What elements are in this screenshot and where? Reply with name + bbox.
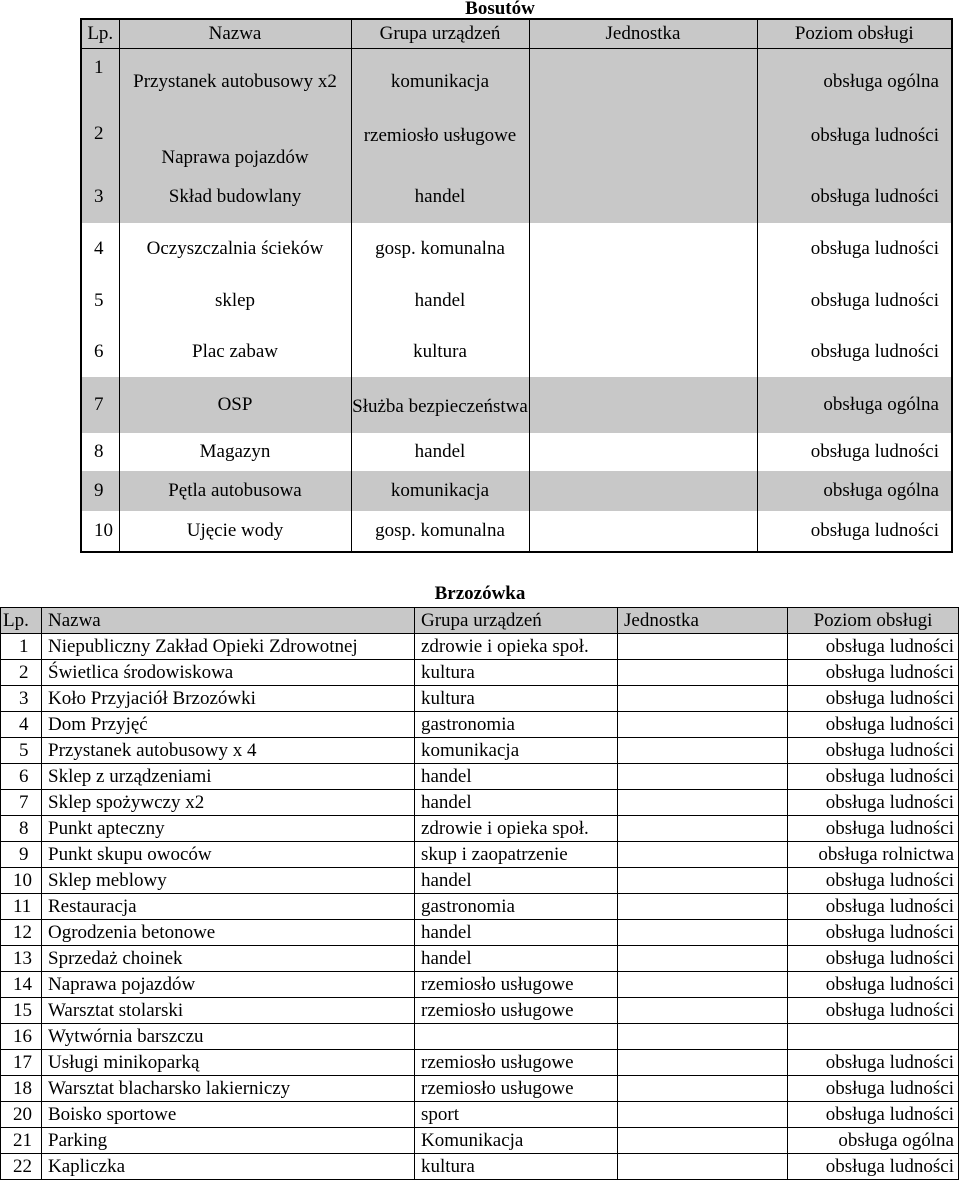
table-row <box>1 790 959 816</box>
table-row <box>1 1128 959 1154</box>
group-cell: rzemiosło usługowe <box>415 972 618 998</box>
group-cell: gosp. komunalna <box>351 223 529 275</box>
lp-cell: 12 <box>1 920 42 946</box>
lp-cell: 21 <box>1 1128 42 1154</box>
lp-cell: 10 <box>81 511 119 552</box>
level-cell: obsługa ogólna <box>757 49 952 116</box>
lp-cell: 5 <box>81 275 119 327</box>
group-cell: kultura <box>415 660 618 686</box>
lp-cell: 22 <box>1 1154 42 1180</box>
group-cell: sport <box>415 1102 618 1128</box>
group-cell: handel <box>415 790 618 816</box>
unit-cell <box>529 377 757 433</box>
name-cell: Pętla autobusowa <box>119 471 351 511</box>
unit-cell <box>618 660 788 686</box>
table-row <box>81 327 952 377</box>
table-row <box>81 511 952 552</box>
level-cell: obsługa ludności <box>788 712 959 738</box>
name-cell: Naprawa pojazdów <box>119 115 351 171</box>
unit-cell <box>618 764 788 790</box>
group-cell: handel <box>415 764 618 790</box>
level-cell: obsługa ludności <box>788 816 959 842</box>
lp-cell: 4 <box>81 223 119 275</box>
lp-cell: 7 <box>1 790 42 816</box>
table-row <box>1 1076 959 1102</box>
lp-cell: 3 <box>1 686 42 712</box>
group-cell: skup i zaopatrzenie <box>415 842 618 868</box>
level-cell: obsługa ludności <box>757 511 952 552</box>
header-lp-cell: Lp. <box>81 19 119 49</box>
group-cell: Służba bezpieczeństwa <box>351 377 529 433</box>
table-row <box>1 946 959 972</box>
lp-cell: 1 <box>1 634 42 660</box>
unit-cell <box>618 946 788 972</box>
table-row <box>81 377 952 433</box>
unit-cell <box>618 1076 788 1102</box>
level-cell: obsługa rolnictwa <box>788 842 959 868</box>
header-row <box>1 608 959 634</box>
lp-cell: 9 <box>81 471 119 511</box>
unit-cell <box>529 275 757 327</box>
name-cell: Plac zabaw <box>119 327 351 377</box>
level-cell: obsługa ludności <box>788 998 959 1024</box>
group-cell: gastronomia <box>415 712 618 738</box>
name-cell: Przystanek autobusowy x 4 <box>42 738 415 764</box>
table-row <box>1 998 959 1024</box>
group-cell: handel <box>415 920 618 946</box>
level-cell: obsługa ludności <box>788 920 959 946</box>
table-row <box>1 634 959 660</box>
group-cell: Komunikacja <box>415 1128 618 1154</box>
table-row <box>81 49 952 116</box>
group-cell: komunikacja <box>351 471 529 511</box>
level-cell: obsługa ludności <box>788 790 959 816</box>
lp-cell: 2 <box>1 660 42 686</box>
unit-cell <box>529 327 757 377</box>
lp-cell: 9 <box>1 842 42 868</box>
name-cell: Wytwórnia barszczu <box>42 1024 415 1050</box>
unit-cell <box>529 115 757 171</box>
lp-cell: 11 <box>1 894 42 920</box>
level-cell: obsługa ludności <box>788 738 959 764</box>
unit-cell <box>618 1024 788 1050</box>
name-cell: Parking <box>42 1128 415 1154</box>
lp-cell: 15 <box>1 998 42 1024</box>
name-cell: Punkt skupu owoców <box>42 842 415 868</box>
group-cell: gastronomia <box>415 894 618 920</box>
lp-cell: 3 <box>81 171 119 223</box>
level-cell: obsługa ludności <box>788 1050 959 1076</box>
lp-cell: 1 <box>81 49 119 116</box>
bosutow-table <box>80 18 953 553</box>
level-cell: obsługa ludności <box>788 1076 959 1102</box>
level-cell: obsługa ludności <box>788 894 959 920</box>
table-row <box>1 764 959 790</box>
header-group-cell: Grupa urządzeń <box>415 608 618 634</box>
name-cell: Dom Przyjęć <box>42 712 415 738</box>
group-cell: zdrowie i opieka społ. <box>415 816 618 842</box>
level-cell: obsługa ludności <box>757 171 952 223</box>
lp-cell: 10 <box>1 868 42 894</box>
level-cell: obsługa ludności <box>757 327 952 377</box>
group-cell: komunikacja <box>351 49 529 116</box>
unit-cell <box>618 712 788 738</box>
unit-cell <box>618 972 788 998</box>
level-cell: obsługa ludności <box>757 433 952 471</box>
name-cell: Restauracja <box>42 894 415 920</box>
table-row <box>1 1024 959 1050</box>
group-cell: kultura <box>351 327 529 377</box>
unit-cell <box>618 1128 788 1154</box>
group-cell: kultura <box>415 686 618 712</box>
group-cell: rzemiosło usługowe <box>415 1076 618 1102</box>
name-cell: Ogrodzenia betonowe <box>42 920 415 946</box>
name-cell: Sklep spożywczy x2 <box>42 790 415 816</box>
header-level-cell: Poziom obsługi <box>788 608 959 634</box>
table-row <box>81 275 952 327</box>
lp-cell: 13 <box>1 946 42 972</box>
level-cell: obsługa ludności <box>788 946 959 972</box>
name-cell: Koło Przyjaciół Brzozówki <box>42 686 415 712</box>
header-group-cell: Grupa urządzeń <box>351 19 529 49</box>
level-cell: obsługa ludności <box>757 115 952 171</box>
name-cell: Punkt apteczny <box>42 816 415 842</box>
group-cell: rzemiosło usługowe <box>415 1050 618 1076</box>
level-cell: obsługa ludności <box>757 223 952 275</box>
level-cell: obsługa ludności <box>788 1102 959 1128</box>
group-cell: kultura <box>415 1154 618 1180</box>
name-cell: Oczyszczalnia ścieków <box>119 223 351 275</box>
name-cell: Niepubliczny Zakład Opieki Zdrowotnej <box>42 634 415 660</box>
unit-cell <box>529 511 757 552</box>
brzozowka-table <box>0 607 959 1180</box>
table-row <box>1 660 959 686</box>
group-cell: handel <box>351 171 529 223</box>
table-row <box>1 972 959 998</box>
header-name-cell: Nazwa <box>42 608 415 634</box>
name-cell: Warsztat stolarski <box>42 998 415 1024</box>
name-cell: OSP <box>119 377 351 433</box>
unit-cell <box>618 1050 788 1076</box>
header-level-cell: Poziom obsługi <box>757 19 952 49</box>
table-row <box>1 1102 959 1128</box>
unit-cell <box>529 49 757 116</box>
level-cell: obsługa ogólna <box>788 1128 959 1154</box>
lp-cell: 14 <box>1 972 42 998</box>
group-cell: handel <box>415 868 618 894</box>
unit-cell <box>618 1154 788 1180</box>
header-unit-cell: Jednostka <box>529 19 757 49</box>
level-cell: obsługa ludności <box>788 1154 959 1180</box>
table-row <box>1 816 959 842</box>
lp-cell: 18 <box>1 1076 42 1102</box>
table-row <box>81 115 952 171</box>
unit-cell <box>618 920 788 946</box>
unit-cell <box>618 868 788 894</box>
lp-cell: 20 <box>1 1102 42 1128</box>
name-cell: sklep <box>119 275 351 327</box>
name-cell: Przystanek autobusowy x2 <box>119 49 351 116</box>
table-row <box>1 894 959 920</box>
unit-cell <box>618 816 788 842</box>
unit-cell <box>618 634 788 660</box>
group-cell: rzemiosło usługowe <box>351 115 529 171</box>
unit-cell <box>618 998 788 1024</box>
name-cell: Świetlica środowiskowa <box>42 660 415 686</box>
brzozowka-title: Brzozówka <box>434 583 526 604</box>
name-cell: Sklep meblowy <box>42 868 415 894</box>
name-cell: Ujęcie wody <box>119 511 351 552</box>
table-row <box>1 920 959 946</box>
level-cell: obsługa ludności <box>788 972 959 998</box>
name-cell: Sklep z urządzeniami <box>42 764 415 790</box>
unit-cell <box>618 1102 788 1128</box>
table-row <box>1 1154 959 1180</box>
unit-cell <box>529 171 757 223</box>
name-cell: Usługi minikoparką <box>42 1050 415 1076</box>
unit-cell <box>529 471 757 511</box>
lp-cell: 16 <box>1 1024 42 1050</box>
name-cell: Skład budowlany <box>119 171 351 223</box>
table-row <box>81 433 952 471</box>
name-cell: Naprawa pojazdów <box>42 972 415 998</box>
name-cell: Sprzedaż choinek <box>42 946 415 972</box>
name-cell: Boisko sportowe <box>42 1102 415 1128</box>
lp-cell: 7 <box>81 377 119 433</box>
group-cell: handel <box>415 946 618 972</box>
unit-cell <box>618 738 788 764</box>
level-cell: obsługa ludności <box>757 275 952 327</box>
lp-cell: 6 <box>1 764 42 790</box>
level-cell: obsługa ludności <box>788 686 959 712</box>
group-cell: rzemiosło usługowe <box>415 998 618 1024</box>
level-cell: obsługa ogólna <box>757 377 952 433</box>
table-row <box>81 471 952 511</box>
header-lp-cell: Lp. <box>1 608 42 634</box>
unit-cell <box>618 686 788 712</box>
unit-cell <box>529 223 757 275</box>
level-cell: obsługa ludności <box>788 868 959 894</box>
table-row <box>1 868 959 894</box>
group-cell: gosp. komunalna <box>351 511 529 552</box>
lp-cell: 2 <box>81 115 119 171</box>
group-cell: komunikacja <box>415 738 618 764</box>
table-row <box>1 686 959 712</box>
level-cell: obsługa ludności <box>788 764 959 790</box>
table-row <box>1 842 959 868</box>
unit-cell <box>618 790 788 816</box>
table-row <box>1 1050 959 1076</box>
level-cell: obsługa ludności <box>788 660 959 686</box>
name-cell: Warsztat blacharsko lakierniczy <box>42 1076 415 1102</box>
unit-cell <box>618 894 788 920</box>
lp-cell: 8 <box>1 816 42 842</box>
group-cell: zdrowie i opieka społ. <box>415 634 618 660</box>
level-cell <box>788 1024 959 1050</box>
header-unit-cell: Jednostka <box>618 608 788 634</box>
group-cell: handel <box>351 275 529 327</box>
level-cell: obsługa ogólna <box>757 471 952 511</box>
group-cell <box>415 1024 618 1050</box>
lp-cell: 8 <box>81 433 119 471</box>
group-cell: handel <box>351 433 529 471</box>
lp-cell: 17 <box>1 1050 42 1076</box>
lp-cell: 6 <box>81 327 119 377</box>
unit-cell <box>529 433 757 471</box>
level-cell: obsługa ludności <box>788 634 959 660</box>
header-row <box>81 19 952 49</box>
table-row <box>1 712 959 738</box>
bosutow-title: Bosutów <box>465 0 535 19</box>
table-row <box>81 171 952 223</box>
name-cell: Kapliczka <box>42 1154 415 1180</box>
name-cell: Magazyn <box>119 433 351 471</box>
lp-cell: 5 <box>1 738 42 764</box>
header-name-cell: Nazwa <box>119 19 351 49</box>
lp-cell: 4 <box>1 712 42 738</box>
table-row <box>81 223 952 275</box>
table-row <box>1 738 959 764</box>
unit-cell <box>618 842 788 868</box>
